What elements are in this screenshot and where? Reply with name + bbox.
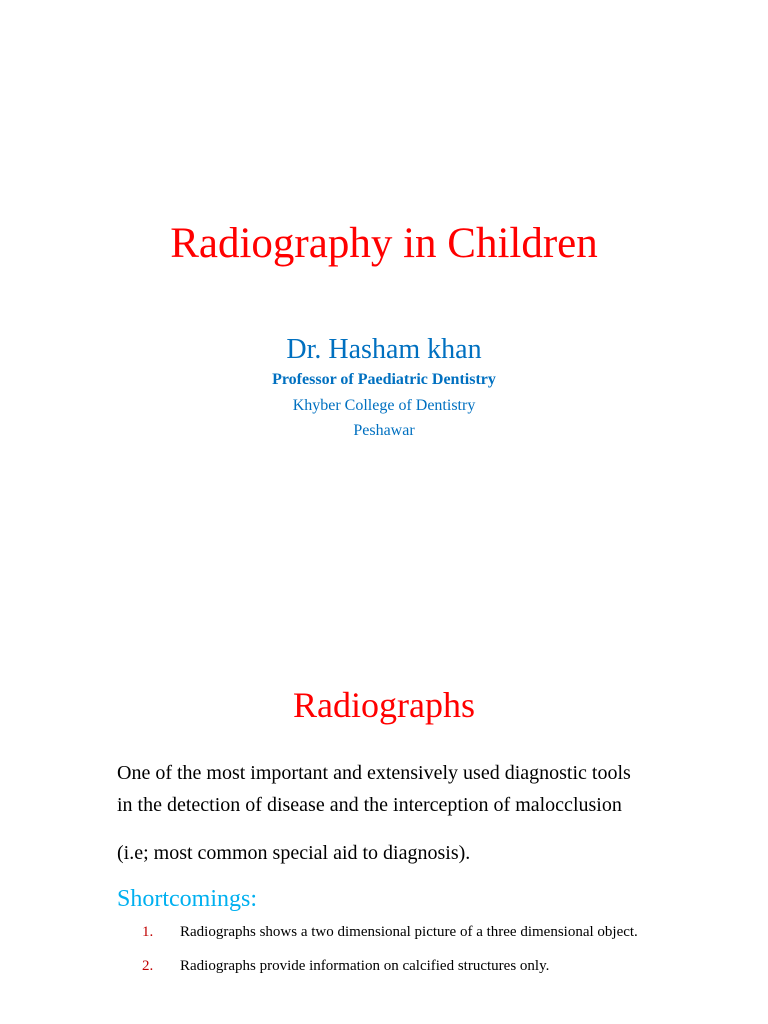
list-item-text: Radiographs shows a two dimensional picture of a three dimensional object.	[180, 924, 638, 940]
list-item-text: Radiographs provide information on calcified structures only.	[180, 958, 550, 974]
shortcomings-list	[117, 920, 677, 978]
author-city: Peshawar	[353, 422, 415, 439]
list-item	[117, 954, 677, 978]
author-institution: Khyber College of Dentistry	[292, 397, 476, 414]
list-item	[117, 920, 677, 944]
intro-paragraph-line-2: in the detection of disease and the interception of malocclusion	[117, 794, 622, 816]
author-name: Dr. Hasham khan	[286, 334, 482, 365]
author-position: Professor of Paediatric Dentistry	[272, 371, 496, 388]
list-item-number: 2.	[142, 958, 154, 974]
list-item-number: 1.	[142, 924, 154, 940]
section-heading: Radiographs	[293, 685, 475, 725]
shortcomings-heading: Shortcomings:	[117, 886, 258, 912]
intro-paragraph-line-1: One of the most important and extensively used diagnostic tools	[117, 762, 631, 784]
intro-paragraph-note: (i.e; most common special aid to diagnosis).	[117, 842, 471, 864]
document-title: Radiography in Children	[170, 220, 598, 267]
